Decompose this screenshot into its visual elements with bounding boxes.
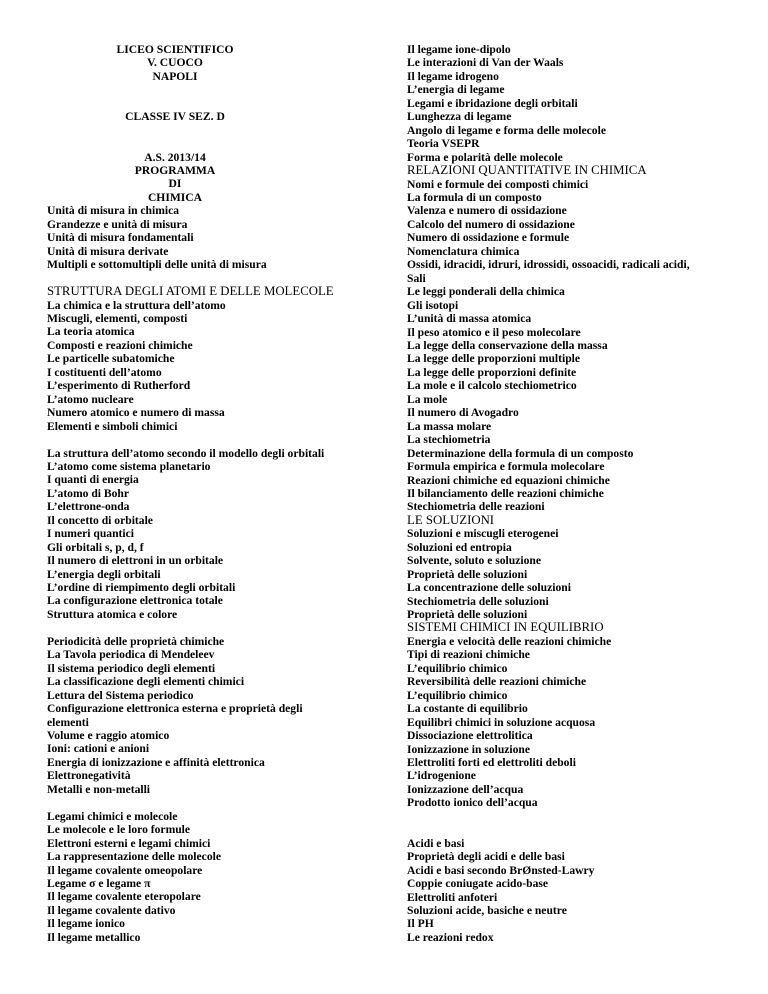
topic-item: Legame σ e legame π <box>47 876 151 890</box>
topic-item: Il legame metallico <box>47 930 141 944</box>
topic-section <box>407 43 752 164</box>
topic-section <box>407 837 752 945</box>
topic-item: Le particelle subatomiche <box>47 352 175 366</box>
topic-item: Proprietà delle soluzioni <box>407 608 528 622</box>
topic-item: La legge delle proporzioni definite <box>407 365 577 379</box>
topic-item: Reazioni chimiche ed equazioni chimiche <box>407 473 610 487</box>
topic-item: Reversibilità delle reazioni chimiche <box>407 675 587 689</box>
topic-section <box>47 285 392 433</box>
topic-item: Acidi e basi secondo BrØnsted-Lawry <box>407 863 595 877</box>
topic-item: La chimica e la struttura dell’atomo <box>47 298 226 312</box>
topic-item: Numero di ossidazione e formule <box>407 231 570 245</box>
topic-section <box>47 447 392 622</box>
section-heading: SISTEMI CHIMICI IN EQUILIBRIO <box>407 620 604 635</box>
topic-item: La costante di equilibrio <box>407 702 528 716</box>
topic-item: Il numero di elettroni in un orbitale <box>47 554 224 568</box>
school-subtitle: V. CUOCO <box>147 56 203 70</box>
topic-section <box>47 810 392 945</box>
topic-item: Unità di misura derivate <box>47 244 169 258</box>
document-header <box>47 43 392 204</box>
topic-item: L’energia degli orbitali <box>47 567 161 581</box>
program-of: DI <box>168 177 182 191</box>
topic-item: Legami e ibridazione degli orbitali <box>407 96 578 110</box>
topic-item: Le interazioni di Van der Waals <box>407 56 564 70</box>
topic-item: Le leggi ponderali della chimica <box>407 285 565 299</box>
topic-item: Coppie coniugate acido-base <box>407 877 549 891</box>
topic-item: Nomenclatura chimica <box>407 244 520 258</box>
topic-item: Proprietà delle soluzioni <box>407 567 528 581</box>
topic-item: Forma e polarità delle molecole <box>407 150 563 164</box>
topic-item: Multipli e sottomultipli delle unità di misura <box>47 258 267 272</box>
topic-item: Stechiometria delle reazioni <box>407 500 545 514</box>
topic-item: Ossidi, idracidi, idruri, idrossidi, ossoacidi, radicali acidi, <box>407 258 690 272</box>
school-city: NAPOLI <box>152 69 198 83</box>
topic-item: La legge della conservazione della massa <box>407 338 608 352</box>
topic-item: Proprietà degli acidi e delle basi <box>407 850 565 864</box>
topic-item: Le reazioni redox <box>407 930 494 944</box>
topic-item: Ionizzazione dell’acqua <box>407 782 524 796</box>
topic-item: Periodicità delle proprietà chimiche <box>47 634 225 648</box>
topic-item: Il PH <box>407 917 434 931</box>
topic-item: Elettroni esterni e legami chimici <box>47 836 211 850</box>
topic-item: Gli orbitali s, p, d, f <box>47 540 144 554</box>
topic-item: La mole <box>407 392 448 406</box>
topic-item: Il legame covalente omeopolare <box>47 863 203 877</box>
section-heading: STRUTTURA DEGLI ATOMI E DELLE MOLECOLE <box>47 284 334 299</box>
topic-item: La concentrazione delle soluzioni <box>407 581 571 595</box>
topic-item: Determinazione della formula di un composto <box>407 446 634 460</box>
topic-item: I numeri quantici <box>47 527 134 541</box>
topic-item: Prodotto ionico dell’acqua <box>407 796 538 810</box>
topic-item: Il legame covalente eteropolare <box>47 890 201 904</box>
topic-item: Il sistema periodico degli elementi <box>47 661 216 675</box>
topic-item: Il legame idrogeno <box>407 69 499 83</box>
topic-item: Struttura atomica e colore <box>47 607 178 621</box>
topic-section <box>47 635 392 796</box>
topic-item: Volume e raggio atomico <box>47 729 170 742</box>
section-heading: LE SOLUZIONI <box>407 512 495 527</box>
topic-item: Il concetto di orbitale <box>47 513 153 527</box>
right-column <box>407 43 752 944</box>
topic-item: L’equilibrio chimico <box>407 661 508 675</box>
school-year: A.S. 2013/14 <box>144 150 206 164</box>
topic-item: Elementi e simboli chimici <box>47 419 178 433</box>
topic-item: L’energia di legame <box>407 83 505 97</box>
topic-item: Il peso atomico e il peso molecolare <box>407 325 581 339</box>
topic-item: Le molecole e le loro formule <box>47 823 191 837</box>
topic-item: Soluzioni acide, basiche e neutre <box>407 903 567 917</box>
topic-item: L’unità di massa atomica <box>407 312 532 326</box>
topic-item: Valenza e numero di ossidazione <box>407 204 567 218</box>
topic-item: La rappresentazione delle molecole <box>47 850 221 864</box>
topic-section <box>407 164 752 514</box>
program-label: PROGRAMMA <box>134 164 216 178</box>
right-sections <box>407 43 752 944</box>
topic-item: Elettronegatività <box>47 769 131 783</box>
topic-item: Formula empirica e formula molecolare <box>407 460 605 474</box>
topic-item: Tipi di reazioni chimiche <box>407 648 530 662</box>
topic-item: Composti e reazioni chimiche <box>47 338 193 352</box>
topic-item: L’atomo come sistema planetario <box>47 459 211 473</box>
left-column <box>47 43 392 944</box>
section-heading: RELAZIONI QUANTITATIVE IN CHIMICA <box>407 163 647 178</box>
topic-item: Acidi e basi <box>407 836 465 850</box>
topic-item: La classificazione degli elementi chimici <box>47 675 245 689</box>
topic-item: Unità di misura in chimica <box>47 204 180 218</box>
topic-item: L’esperimento di Rutherford <box>47 379 191 393</box>
topic-item: Il legame ionico <box>47 917 125 931</box>
topic-item: I costituenti dell’atomo <box>47 365 162 379</box>
topic-item: La struttura dell’atomo secondo il modello degli orbitali <box>47 446 325 460</box>
topic-item: Soluzioni ed entropia <box>407 540 512 554</box>
topic-item: Elettroliti anfoteri <box>407 890 498 904</box>
topic-section <box>47 204 392 271</box>
topic-item: Il bilanciamento delle reazioni chimiche <box>407 486 604 500</box>
topic-item: Metalli e non-metalli <box>47 782 151 796</box>
topic-item: Energia e velocità delle reazioni chimiche <box>407 634 612 648</box>
topic-item: Lunghezza di legame <box>407 110 512 124</box>
topic-item: Stechiometria delle soluzioni <box>407 594 549 608</box>
topic-item: Nomi e formule dei composti chimici <box>407 177 589 191</box>
topic-item: Il legame ione-dipolo <box>407 43 511 56</box>
topic-item: L’atomo nucleare <box>47 392 134 406</box>
topic-item: Legami chimici e molecole <box>47 809 178 823</box>
topic-item: La configurazione elettronica totale <box>47 594 223 608</box>
topic-item: Lettura del Sistema periodico <box>47 688 194 702</box>
topic-item: Ioni: cationi e anioni <box>47 742 150 756</box>
topic-item: I quanti di energia <box>47 473 139 487</box>
topic-item: elementi <box>47 715 89 729</box>
left-sections <box>47 204 392 944</box>
topic-item: Soluzioni e miscugli eterogenei <box>407 527 559 541</box>
topic-item: Configurazione elettronica esterna e proprietà degli <box>47 702 303 716</box>
topic-item: Calcolo del numero di ossidazione <box>407 217 575 231</box>
topic-item: L’elettrone-onda <box>47 500 130 514</box>
topic-item: L’equilibrio chimico <box>407 688 508 702</box>
subject-title: CHIMICA <box>147 190 203 204</box>
topic-item: La stechiometria <box>407 433 491 447</box>
topic-item: Il numero di Avogadro <box>407 406 519 420</box>
topic-item: L’atomo di Bohr <box>47 486 130 500</box>
topic-item: L’ordine di riempimento degli orbitali <box>47 581 236 595</box>
topic-item: La massa molare <box>407 419 492 433</box>
topic-item: Gli isotopi <box>407 298 459 312</box>
topic-item: L’idrogenione <box>407 769 476 783</box>
topic-item: Teoria VSEPR <box>407 137 480 151</box>
topic-item: Unità di misura fondamentali <box>47 231 194 245</box>
topic-item: Angolo di legame e forma delle molecole <box>407 123 606 137</box>
topic-section <box>407 621 752 809</box>
class-label: CLASSE IV SEZ. D <box>125 110 225 124</box>
topic-item: La teoria atomica <box>47 325 135 339</box>
topic-item: Numero atomico e numero di massa <box>47 406 225 420</box>
topic-item: La legge delle proporzioni multiple <box>407 352 581 366</box>
topic-item: Solvente, soluto e soluzione <box>407 554 541 568</box>
topic-item: La mole e il calcolo stechiometrico <box>407 379 577 393</box>
topic-item: Ionizzazione in soluzione <box>407 742 531 756</box>
topic-item: Dissociazione elettrolitica <box>407 729 533 743</box>
topic-item: La Tavola periodica di Mendeleev <box>47 648 215 662</box>
topic-item: Energia di ionizzazione e affinità elettronica <box>47 755 265 769</box>
topic-item: Grandezze e unità di misura <box>47 217 188 231</box>
school-name: LICEO SCIENTIFICO <box>116 43 234 56</box>
topic-item: Miscugli, elementi, composti <box>47 311 188 325</box>
topic-item: Equilibri chimici in soluzione acquosa <box>407 715 596 729</box>
topic-item: Elettroliti forti ed elettroliti deboli <box>407 756 576 770</box>
topic-section <box>407 514 752 622</box>
topic-item: La formula di un composto <box>407 190 542 204</box>
topic-item: Sali <box>407 271 426 285</box>
topic-item: Il legame covalente dativo <box>47 903 176 917</box>
